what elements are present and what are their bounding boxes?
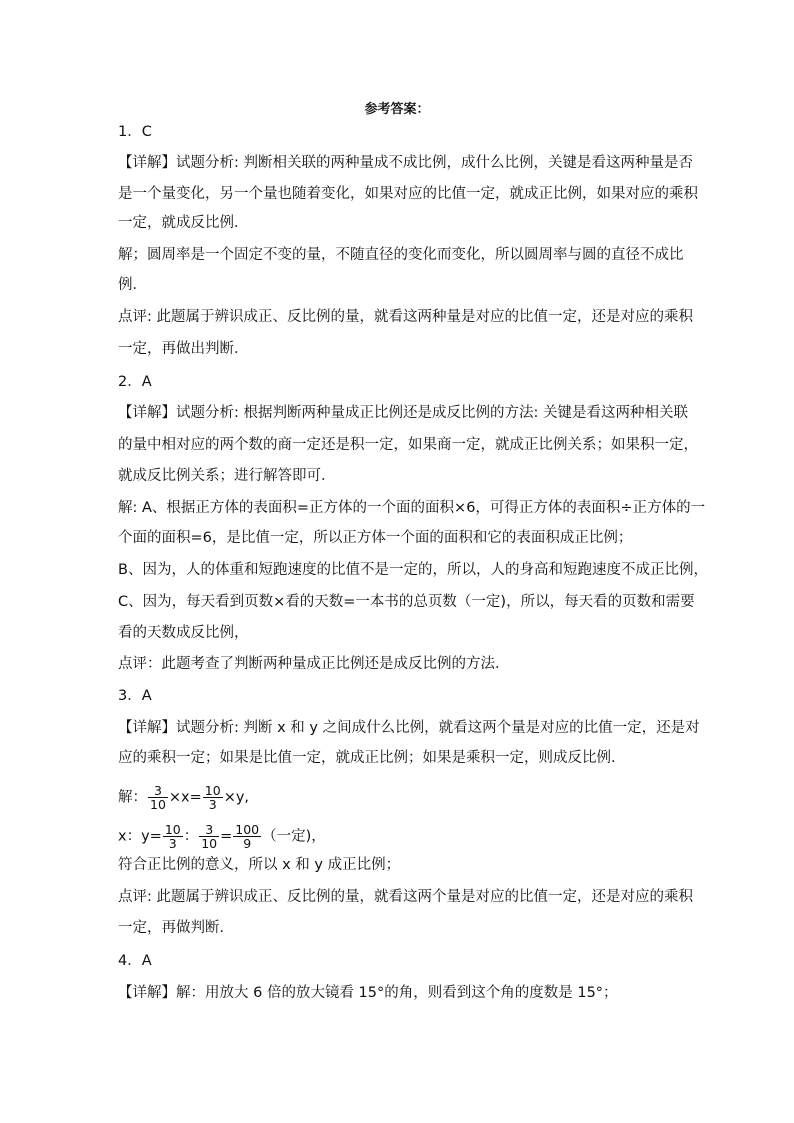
text-line: 解；圆周率是一个固定不变的量，不随直径的变化而变化，所以圆周率与圆的直径不成比 bbox=[118, 247, 684, 263]
text-line: 【详解】试题分析: 判断 x 和 y 之间成什么比例，就看这两个量是对应的比值一定，还是对 bbox=[118, 720, 700, 736]
fraction-3-10: $\frac{3}{10}$ bbox=[201, 822, 218, 851]
fraction-100-9: $\frac{100}{9}$ bbox=[235, 822, 260, 851]
text-line: C、因为，每天看到页数×看的天数=一本书的总页数（一定)，所以，每天看的页数和需要 bbox=[118, 594, 695, 610]
equation-prefix: 解： bbox=[118, 789, 147, 806]
text-line: 【详解】试题分析: 根据判断两种量成正比例还是成反比例的方法: 关键是看这两种相关联 bbox=[118, 405, 688, 421]
page-title: 参考答案： bbox=[364, 102, 430, 117]
fraction-3-10: $\frac{3}{10}$ bbox=[150, 783, 166, 812]
text-line: 4．A bbox=[118, 953, 152, 969]
text-line: 就成反比例关系；进行解答即可． bbox=[118, 468, 336, 484]
text-line: 一定，再做出判断． bbox=[118, 341, 249, 357]
text-line: 一定，就成反比例． bbox=[118, 215, 249, 231]
text-line: 点评: 此题属于辨识成正、反比例的量，就看这两种量是对应的比值一定，还是对应的乘积 bbox=[118, 309, 693, 325]
text-line: 【详解】解：用放大 6 倍的放大镜看 15°的角，则看到这个角的度数是 15°； bbox=[118, 985, 618, 1001]
text-line: 的量中相对应的两个数的商一定还是积一定，如果商一定，就成正比例关系；如果积一定， bbox=[118, 437, 698, 453]
equation-1 bbox=[118, 784, 249, 811]
equals-sign: = bbox=[220, 828, 233, 845]
text-line: 2．A bbox=[118, 374, 152, 390]
ratio-separator: ： bbox=[183, 828, 199, 845]
text-line: 应的乘积一定；如果是比值一定，就成正比例；如果是乘积一定，则成反比例． bbox=[118, 750, 626, 766]
equation-2 bbox=[118, 823, 326, 850]
equation-suffix: ×y, bbox=[223, 789, 250, 806]
text-line: 看的天数成反比例， bbox=[118, 625, 249, 641]
equation-mid: ×x= bbox=[168, 789, 202, 806]
text-line: 一定，再做判断． bbox=[118, 920, 234, 936]
text-line: 点评: 此题属于辨识成正、反比例的量，就看这两个量是对应的比值一定，还是对应的乘积 bbox=[118, 889, 693, 905]
text-line: 【详解】试题分析: 判断相关联的两种量成不成比例，成什么比例，关键是看这两种量是否 bbox=[118, 155, 693, 171]
fraction-10-3: $\frac{10}{3}$ bbox=[204, 783, 221, 812]
fraction-10-3: $\frac{10}{3}$ bbox=[164, 822, 181, 851]
text-line: 解: A、根据正方体的表面积=正方体的一个面的面积×6，可得正方体的表面积÷正方体的一 bbox=[118, 500, 706, 516]
text-line: 3．A bbox=[118, 688, 152, 704]
equation-prefix: x：y= bbox=[118, 828, 162, 845]
text-line: B、因为，人的体重和短跑速度的比值不是一定的，所以，人的身高和短跑速度不成正比例， bbox=[118, 562, 708, 578]
text-line: 符合正比例的意义，所以 x 和 y 成正比例； bbox=[118, 857, 401, 873]
text-line: 点评：此题考查了判断两种量成正比例还是成反比例的方法． bbox=[118, 656, 510, 672]
text-line: 例． bbox=[118, 277, 147, 293]
text-line: 是一个量变化，另一个量也随着变化，如果对应的比值一定，就成正比例，如果对应的乘积 bbox=[118, 186, 698, 202]
equation-suffix: （一定)， bbox=[262, 828, 326, 845]
text-line: 1．C bbox=[118, 124, 152, 140]
text-line: 个面的面积=6，是比值一定，所以正方体一个面的面积和它的表面积成正比例； bbox=[118, 530, 633, 546]
